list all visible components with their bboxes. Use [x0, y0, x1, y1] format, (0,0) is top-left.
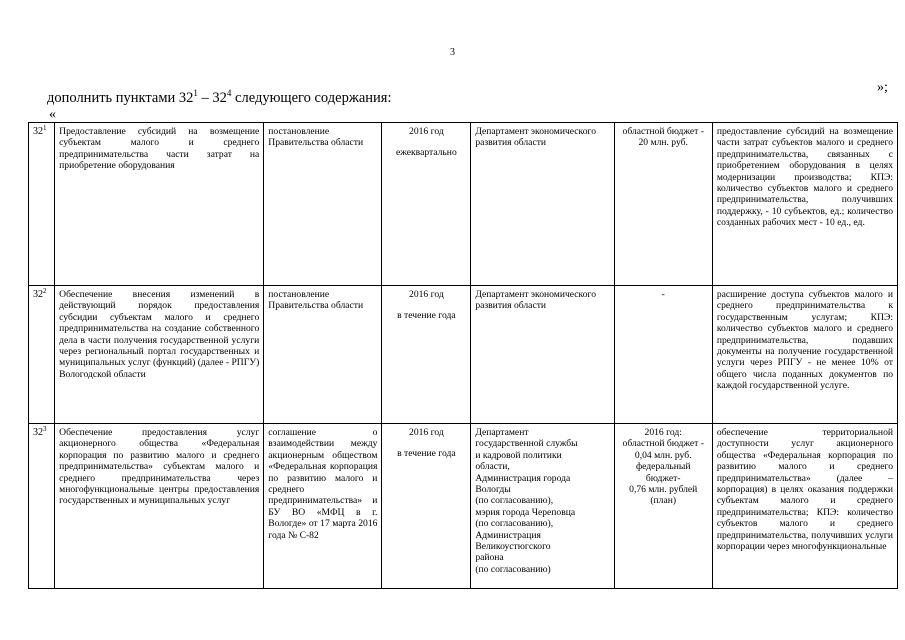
document-cell: постановление Правительства области — [264, 123, 382, 286]
funding-cell: 2016 год: областной бюджет - 0,04 млн. руб. федеральный бюджет- 0,76 млн. рублей (план) — [614, 424, 712, 589]
term-period: ежеквартально — [395, 147, 457, 159]
funding-cell: областной бюджет - 20 млн. руб. — [614, 123, 712, 286]
item-number: $32^1$ — [29, 123, 55, 286]
opening-quote-mark: « — [49, 107, 56, 122]
term-year: 2016 год — [409, 427, 444, 438]
table-row — [29, 123, 898, 286]
intro-dash: – 32 — [197, 90, 227, 106]
table-row — [29, 286, 898, 424]
table-row — [29, 424, 898, 589]
executor-cell: Департамент экономического развития области — [471, 286, 614, 424]
term-year: 2016 год — [409, 289, 444, 300]
item-number: $32^3$ — [29, 424, 55, 589]
term-period: в течение года — [397, 448, 456, 460]
measure-cell: Обеспечение предоставления услуг акционерного общества «Федеральная корпорация по развитию малого и среднего предпринимательства» субъектам малого и среднего предпринимательства через многофункциональные центры предоставления государственных и муниципальных услуг — [55, 424, 264, 589]
document-cell: соглашение о взаимодействии между акционерным обществом «Федеральная корпорация по развитию малого и среднего предпринимательства» и БУ ВО «МФЦ в г. Вологде» от 17 марта 2016 года № С-82 — [264, 424, 382, 589]
measure-cell: Предоставление субсидий на возмещение субъектам малого и среднего предпринимательства части затрат на приобретение оборудования — [55, 123, 264, 286]
intro-sup-last: 4 — [226, 88, 232, 98]
document-cell: постановление Правительства области — [264, 286, 382, 424]
result-cell: предоставление субсидий на возмещение части затрат субъектов малого и среднего предпринимательства, связанных с приобретением оборудования в целях модернизации производства; КПЭ: количество субъектов малого и среднего предпринимательства, получивших поддержку, - 10 субъектов, ед.; количество созданных рабочих мест - 10 ед., ед. — [712, 123, 897, 286]
term-cell — [382, 123, 471, 286]
result-cell: обеспечение территориальной доступности услуг акционерного общества «Федеральная корпорация по развитию малого и среднего предпринимательства» (далее – корпорация) в целях оказания поддержки субъектам малого и среднего предпринимательства; КПЭ: количество субъектов малого и среднего предпринимательства, получивших услуги корпорации через многофункциональные — [712, 424, 897, 589]
intro-text: дополнить пунктами 32 — [47, 90, 194, 106]
item-number: $32^2$ — [29, 286, 55, 424]
measures-table — [28, 122, 898, 589]
term-period: в течение года — [397, 310, 456, 322]
intro-sup-first: 1 — [193, 88, 198, 98]
amendment-intro — [47, 90, 392, 107]
executor-cell: Департамент экономического развития области — [471, 123, 614, 286]
closing-quote-mark: »; — [877, 80, 888, 95]
result-cell: расширение доступа субъектов малого и среднего предпринимательства к государственным услугам; КПЭ: количество субъектов малого и среднего предпринимательства, подавших документы на получение государственной услуги через РПГУ - не менее 10% от общего числа поданных документов по каждой государственной услуге. — [712, 286, 897, 424]
intro-rest: следующего содержания: — [231, 90, 392, 106]
term-year: 2016 год — [409, 126, 444, 137]
page-number: 3 — [450, 47, 455, 58]
term-cell — [382, 424, 471, 589]
term-cell — [382, 286, 471, 424]
measure-cell: Обеспечение внесения изменений в действующий порядок предоставления субсидии субъектам малого и среднего предпринимательства на создание собственного дела в части получения государственной услуги через региональный портал государственных и муниципальных услуг (функций) (далее - РПГУ) Вологодской области — [55, 286, 264, 424]
executor-cell: Департамент государственной службы и кадровой политики области, Администрация города Вологды (по согласованию), мэрия города Череповца (по согласованию), Администрация Великоустюгского района (по согласованию) — [471, 424, 614, 589]
funding-cell: - — [614, 286, 712, 424]
